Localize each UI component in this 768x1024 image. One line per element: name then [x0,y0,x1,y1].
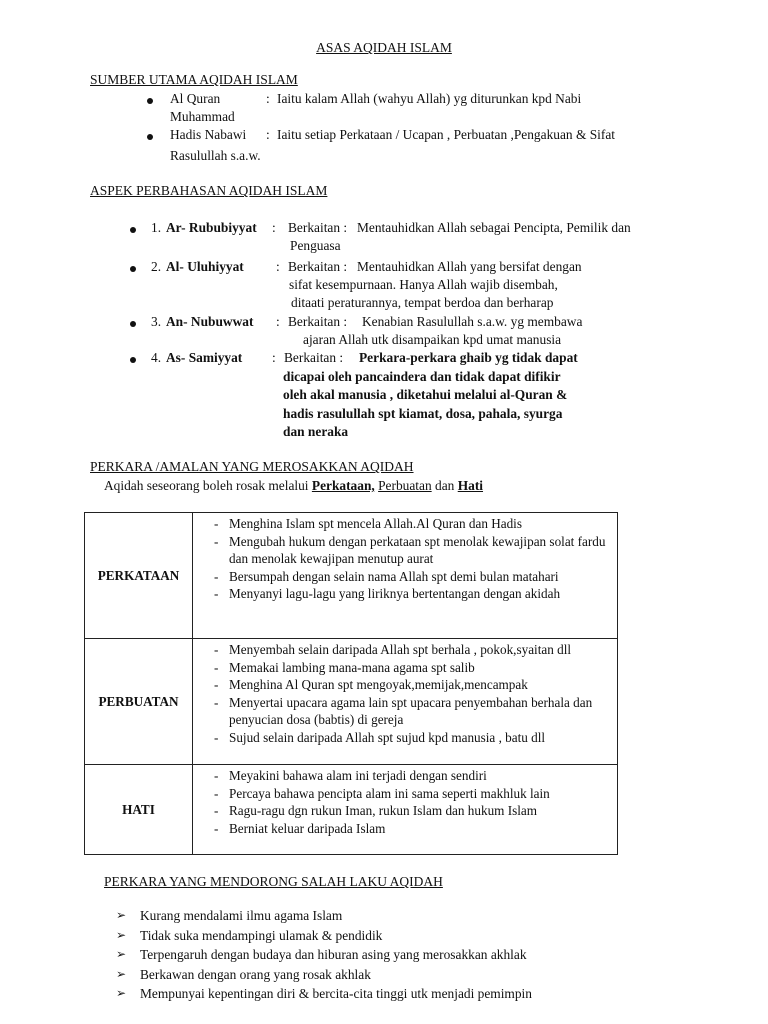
category-cell: PERBUATAN [85,639,193,765]
list-item: ➢ Tidak suka mendampingi ulamak & pendidik [116,926,532,946]
aspek-number: 3. [151,314,162,329]
sumber-text-cont: Muhammad [170,109,235,124]
list-item: - Menghina Al Quran spt mengoyak,memijak,mencampak [193,676,617,694]
table-row [85,639,618,765]
aspek-separator: : [276,259,280,274]
list-item: ➢ Terpengaruh dengan budaya dan hiburan asing yang merosakkan akhlak [116,945,532,965]
sumber-label: Al Quran [170,91,221,106]
intro-perkataan: Perkataan, [311,478,375,493]
list-item: - Memakai lambing mana-mana agama spt salib [193,659,617,677]
items-cell [193,765,618,855]
section-heading-mendorong: PERKARA YANG MENDORONG SALAH LAKU AQIDAH [104,874,443,889]
list-item: - Menyembah selain daripada Allah spt berhala , pokok,syaitan dll [193,641,617,659]
aspek-text-cont: dicapai oleh pancaindera dan tidak dapat difikir [283,369,561,384]
section-heading-aspek: ASPEK PERBAHASAN AQIDAH ISLAM [90,183,328,198]
category-cell: HATI [85,765,193,855]
section-heading-perkara: PERKARA /AMALAN YANG MEROSAKKAN AQIDAH [90,459,414,474]
aspek-name: Ar- Rububiyyat [166,220,257,235]
bullet-icon [147,134,153,140]
list-item: - Percaya bahawa pencipta alam ini sama seperti makhluk lain [193,785,617,803]
bullet-icon [130,357,136,363]
aspek-lead: Berkaitan : [288,220,348,235]
sumber-text: Iaitu kalam Allah (wahyu Allah) yg diturunkan kpd Nabi [277,91,582,106]
list-item: ➢ Berkawan dengan orang yang rosak akhlak [116,965,532,985]
aspek-text-cont: oleh akal manusia , diketahui melalui al-Quran & [283,387,568,402]
bullet-icon [147,98,153,104]
aspek-text-cont: ditaati peraturannya, tempat berdoa dan berharap [291,295,554,310]
aspek-lead: Berkaitan : [284,350,344,365]
aspek-separator: : [276,314,280,329]
aspek-lead: Berkaitan : [288,259,348,274]
list-item: - Ragu-ragu dgn rukun Iman, rukun Islam dan hukum Islam [193,802,617,820]
aspek-number: 1. [151,220,162,235]
sumber-text: Iaitu setiap Perkataan / Ucapan , Perbuatan ,Pengakuan & Sifat [277,127,616,142]
sumber-label: Hadis Nabawi [170,127,247,142]
table-row [85,513,618,639]
items-cell [193,639,618,765]
sumber-separator: : [266,91,270,106]
item-text: Mengubah hukum dengan perkataan spt menolak kewajipan solat fardu dan menolak kewajipan menutup aurat [229,533,606,566]
aspek-text-cont: hadis rasulullah spt kiamat, dosa, pahala, syurga [283,406,563,421]
list-item [193,533,617,568]
aspek-text: Kenabian Rasulullah s.a.w. yg membawa [362,314,583,329]
aspek-separator: : [272,220,276,235]
table-row [85,765,618,855]
item-list [193,765,617,837]
aspek-text-cont: dan neraka [283,424,349,439]
intro-hati: Hati [457,478,484,493]
perkara-table [84,512,618,855]
aspek-text: Mentauhidkan Allah yang bersifat dengan [357,259,582,274]
list-item: - Menghina Islam spt mencela Allah.Al Quran dan Hadis [193,515,617,533]
aspek-text-cont: Penguasa [290,238,341,253]
sumber-separator: : [266,127,270,142]
aspek-name: As- Samiyyat [166,350,243,365]
list-item: - Berniat keluar daripada Islam [193,820,617,838]
section-heading-sumber: SUMBER UTAMA AQIDAH ISLAM [90,72,298,87]
perkara-intro [104,478,483,494]
mendorong-list [116,906,532,1004]
bullet-icon [130,321,136,327]
aspek-text-cont: ajaran Allah utk disampaikan kpd umat manusia [303,332,562,347]
aspek-name: An- Nubuwwat [166,314,254,329]
item-list [193,513,617,603]
item-list [193,639,617,746]
bullet-icon [130,266,136,272]
category-cell: PERKATAAN [85,513,193,639]
intro-text: Aqidah seseorang boleh rosak melalui [104,478,309,493]
list-item: ➢ Mempunyai kepentingan diri & bercita-cita tinggi utk menjadi pemimpin [116,984,532,1004]
list-item: - Bersumpah dengan selain nama Allah spt demi bulan matahari [193,568,617,586]
intro-and: dan [435,478,455,493]
bullet-icon [130,227,136,233]
list-item: ➢ Kurang mendalami ilmu agama Islam [116,906,532,926]
items-cell [193,513,618,639]
aspek-number: 2. [151,259,162,274]
list-item: - Sujud selain daripada Allah spt sujud kpd manusia , batu dll [193,729,617,747]
page-title: ASAS AQIDAH ISLAM [316,40,452,55]
aspek-text-cont: sifat kesempurnaan. Hanya Allah wajib disembah, [289,277,558,292]
aspek-text: Mentauhidkan Allah sebagai Pencipta, Pemilik dan [357,220,631,235]
aspek-separator: : [272,350,276,365]
list-item: - Menyertai upacara agama lain spt upacara penyembahan berhala dan penyucian dosa (babtis) di gereja [193,694,617,729]
sumber-text-cont: Rasulullah s.a.w. [170,148,261,163]
list-item: - Meyakini bahawa alam ini terjadi dengan sendiri [193,767,617,785]
aspek-text: Perkara-perkara ghaib yg tidak dapat [359,350,578,365]
aspek-number: 4. [151,350,162,365]
intro-perbuatan: Perbuatan [378,478,432,493]
aspek-name: Al- Uluhiyyat [166,259,244,274]
aspek-lead: Berkaitan : [288,314,348,329]
list-item: - Menyanyi lagu-lagu yang liriknya bertentangan dengan akidah [193,585,617,603]
